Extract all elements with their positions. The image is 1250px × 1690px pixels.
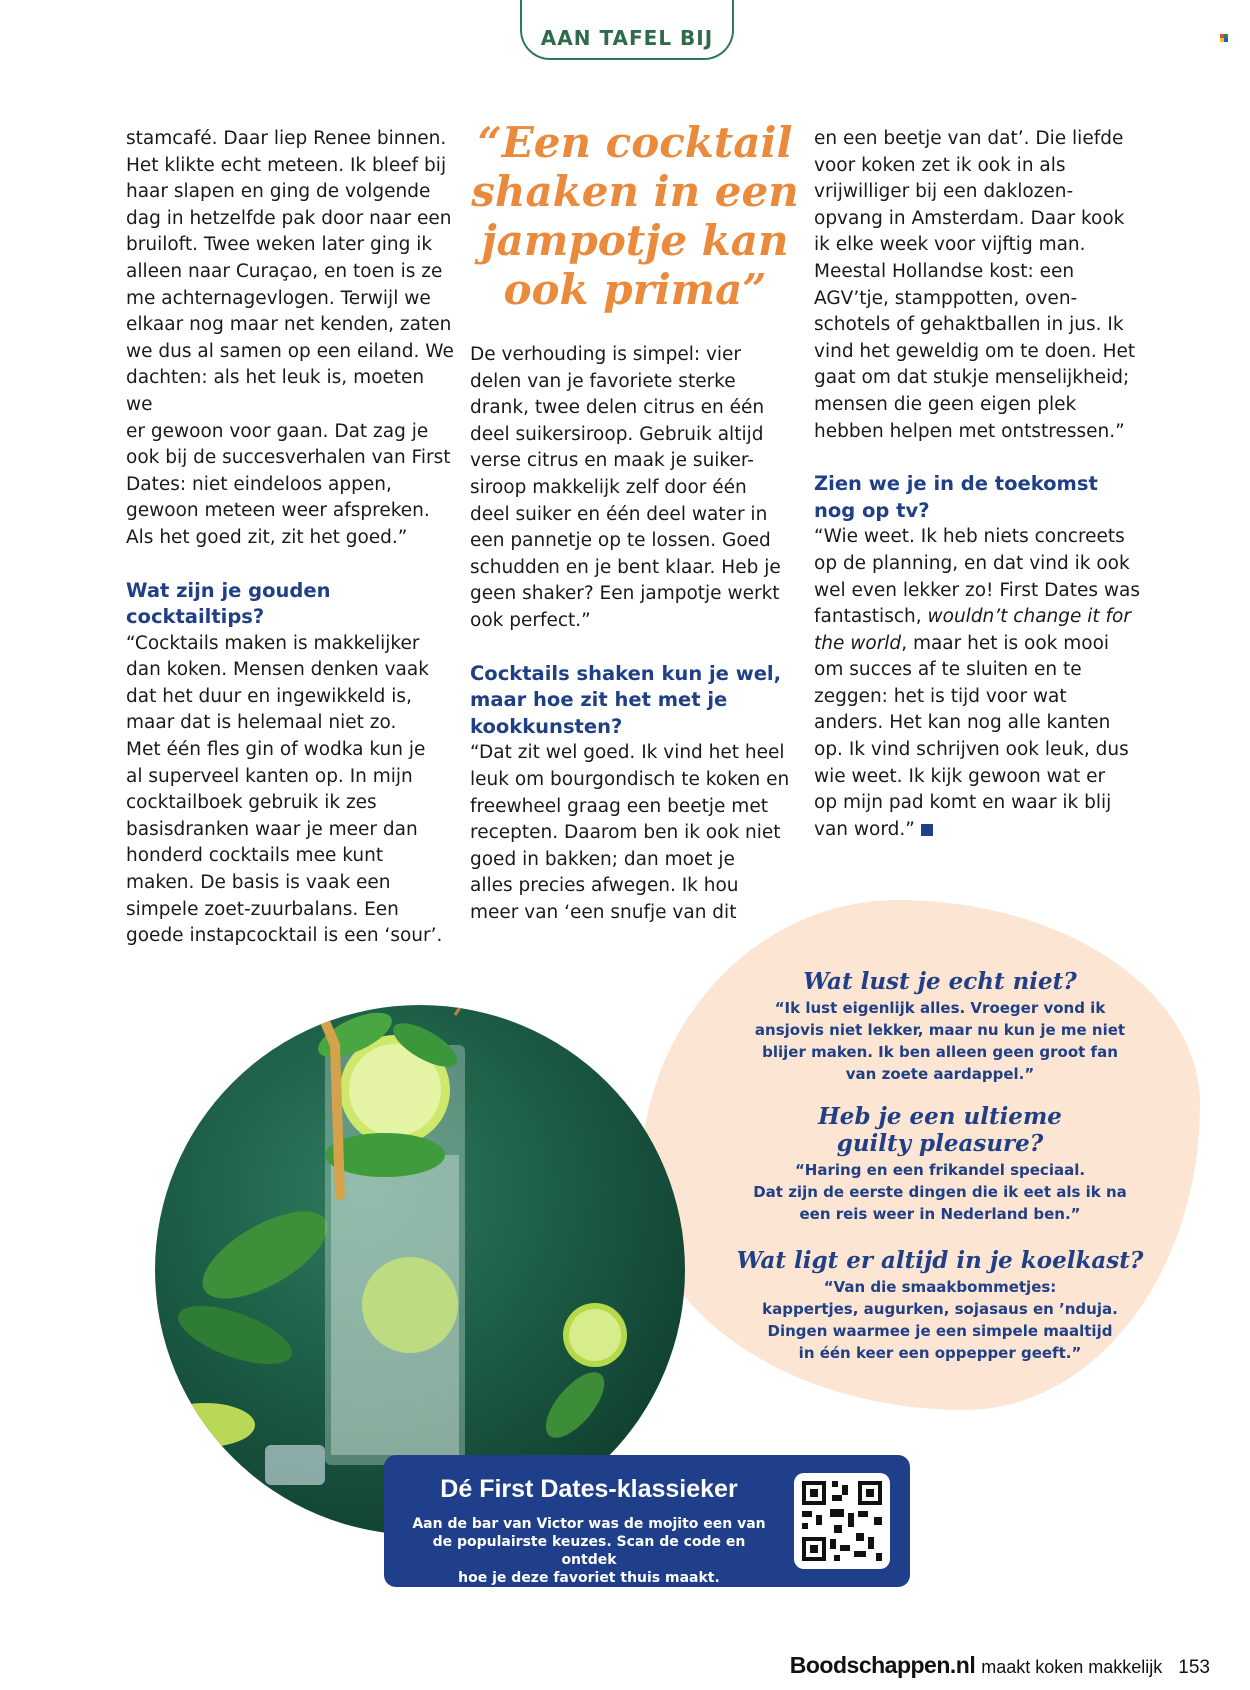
article-column-2 [470,342,800,926]
subheading: Zien we je in de toekomst nog op tv? [814,472,1098,522]
article-column-1 [126,126,456,950]
sidebar-answer: “Haring en een frikandel speciaal. Dat zijn de eerste dingen die ik eet als ik na een reis weer in Nederland ben.” [753,1161,1127,1223]
color-mark-icon [1220,34,1228,42]
sidebar-question: Heb je een ultieme guilty pleasure? [818,1103,1062,1157]
sidebar-qa-2 [720,1103,1160,1225]
body-paragraph: stamcafé. Daar liep Renee binnen. Het klikte echt meteen. Ik bleef bij haar slapen en ging de volgende dag in hetzelfde pak door naar een bruiloft. Twee weken later ging ik alleen naar Curaçao, en toen is ze me achternagevlogen. Terwijl we elkaar nog maar net kenden, zaten we dus al samen op een eiland. We dachten: als het leuk is, moeten we er gewoon voor gaan. Dat zag je ook bij de succesverhalen van First Dates: niet eindeloos appen, gewoon meteen weer afspreken. Als het goed zit, zit het goed.” [126,128,454,548]
page-number: 153 [1178,1657,1210,1678]
sidebar-question: Wat lust je echt niet? [803,968,1077,995]
body-paragraph: De verhouding is simpel: vier delen van je favoriete sterke drank, twee delen citrus en één deel suikersiroop. Gebruik altijd verse citrus en maak je suiker- siroop makkelijk zelf door één deel suiker en één deel water in een pannetje op te lossen. Goed schudden en je bent klaar. Heb je geen shaker? Een jampotje werkt ook perfect.” [470,344,781,631]
sidebar-answer: “Ik lust eigenlijk alles. Vroeger vond ik ansjovis niet lekker, maar nu kun je me niet blijer maken. Ik ben alleen geen groot fan van zoete aardappel.” [754,999,1126,1083]
subheading: Wat zijn je gouden cocktailtips? [126,578,331,629]
article-column-3 [814,126,1144,843]
sidebar-qa-1 [720,968,1160,1085]
subheading: Cocktails shaken kun je wel, maar hoe zit het met je kookkunsten? [470,661,782,738]
sidebar-question: Wat ligt er altijd in je koelkast? [736,1247,1144,1274]
sidebar-answer: “Van die smaakbommetjes: kappertjes, augurken, sojasaus en ’nduja. Dingen waarmee je een simpele maaltijd in één keer een oppepper geeft.” [762,1278,1118,1362]
sidebar-qa-3 [720,1247,1160,1364]
body-paragraph: “Dat zit wel goed. Ik vind het heel leuk om bourgondisch te koken en freewheel graag een beetje met recepten. Daarom ben ik ook niet goed in bakken; dan moet je alles precies afwegen. Ik hou meer van ‘een snufje van dit [470,742,790,923]
body-paragraph: “Cocktails maken is makkelijker dan koken. Mensen denken vaak dat het duur en ingewikkeld is, maar dat is helemaal niet zo. Met één fles gin of wodka kun je al superveel kanten op. In mijn cocktailboek gebruik ik zes basisdranken waar je meer dan honderd cocktails mee kunt maken. De basis is vaak een simpele zoet-zuurbalans. Een goede instapcocktail is een ‘sour’. [126,632,443,947]
footer-tagline: maakt koken makkelijk [981,1657,1163,1677]
pull-quote: “Een cocktail shaken in een jampotje kan ook prima” [471,118,799,314]
body-paragraph: en een beetje van dat’. Die liefde voor koken zet ik ook in als vrijwilliger bij een daklozen- opvang in Amsterdam. Daar kook ik elke week voor vijftig man. Meestal Hollandse kost: een AGV’tje, stamppotten, oven- schotels of gehaktballen in jus. Ik vind het geweldig om te doen. Het gaat om dat stukje menselijkheid; mensen die geen eigen plek hebben helpen met ontstressen.” [814,128,1136,442]
qr-code-icon[interactable] [794,1473,890,1569]
body-paragraph-final: “Wie weet. Ik heb niets concreets op de planning, en dat vind ik ook wel even lekker zo! First Dates was fantastisch, wouldn’t change it for the world, maar het is ook mooi om succes af te sluiten en te zeggen: het is tijd voor wat anders. Het kan nog alle kanten op. Ik vind schrijven ook leuk, dus wie weet. Ik kijk gewoon wat er op mijn pad komt en waar ik blij van word.” [814,526,1140,840]
end-mark-icon [921,824,933,836]
section-tab [520,0,734,60]
promo-box [384,1455,910,1587]
section-tab-label: AAN TAFEL BIJ [540,26,714,50]
promo-text: Aan de bar van Victor was de mojito een van de populairste keuzes. Scan de code en ontdek hoe je deze favoriet thuis maakt. [412,1516,766,1586]
brand-logo: Boodschappen.nl [789,1652,976,1678]
promo-title: Dé First Dates-klassieker [440,1475,738,1503]
page-footer [790,1652,1210,1679]
